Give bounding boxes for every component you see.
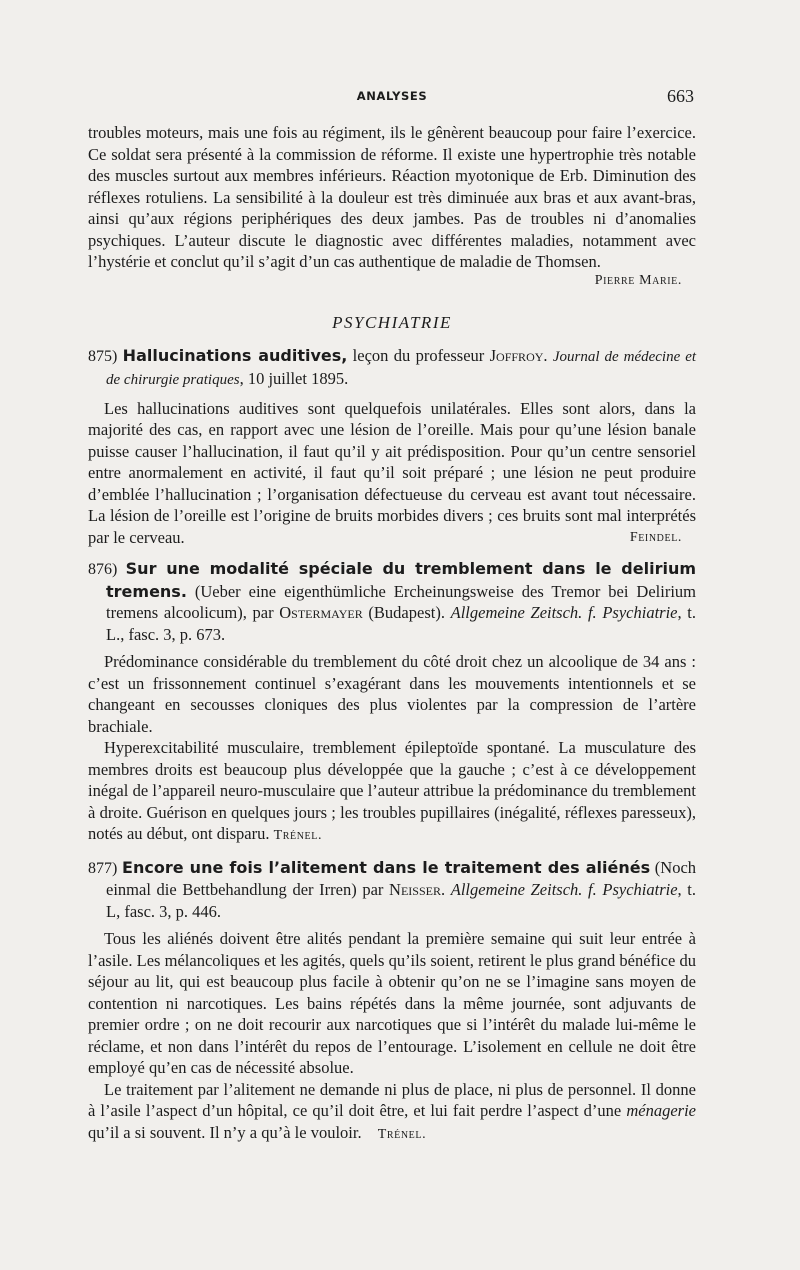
continuation-paragraph: troubles moteurs, mais une fois au régiment, ils le gênèrent beaucoup pour faire l’exercice. Ce soldat sera présenté à la commission de réforme. Il existe une hypertrophie très notable des muscles surtout aux membres inférieurs. Réaction myotonique de Erb. Diminution des réflexes rotuliens. La sensibilité à la douleur est très diminuée aux bras et aux avant-bras, ainsi qu’aux régions periphériques des deux jambes. Pas de troubles ni d’anomalies psychiques. L’auteur discute le diagnostic avec différentes maladies, notamment avec l’hystérie et conclut qu’il s’agit d’un cas authentique de maladie de Thomsen. xyxy=(88,123,696,271)
entry-reference-punct: . xyxy=(543,345,553,365)
entry-877 xyxy=(88,857,696,1146)
entry-reference: (Noch einmal die Bettbehandlung der Irren) par xyxy=(106,857,697,899)
entry-details: , t. L, fasc. 3, p. 446. xyxy=(106,880,697,921)
entry-author: Neisser xyxy=(389,880,441,899)
entry-heading xyxy=(88,558,696,645)
running-head: ANALYSES xyxy=(356,89,428,103)
entry-reference-punct: . xyxy=(440,880,451,899)
entry-paragraph: Tous les aliénés doivent être alités pendant la première semaine qui suit leur entrée à l’asile. Les mélancoliques et les agités, quels qu’ils soient, retirent le plus grand bénéfice du séjour au lit, qui est beaucoup plus facile à obtenir qu’on ne se l’imagine sans moyen de contention ni narcotiques. Les bains répétés dans la même journée, sont adjuvants de premier ordre ; on ne doit recourir aux narcotiques que si l’intérêt du malade lui-même le réclame, et non dans l’intérêt du repos de l’entourage. L’isolement en cellule ne doit être employé qu’en cas de nécessité absolue. xyxy=(88,929,696,1077)
entry-paragraph xyxy=(88,1079,696,1146)
entry-title: Hallucinations auditives, xyxy=(122,345,348,365)
signature: Feindel. xyxy=(629,529,682,545)
entry-details: , t. L., fasc. 3, p. 673. xyxy=(106,603,697,644)
emphasis-word: ménagerie xyxy=(626,1101,696,1120)
entry-paragraph: Prédominance considérable du tremblement du côté droit chez un alcoolique de 34 ans : c’est un frissonnement continuel s’exagérant dans les mouvements intentionnels et se changeant en secousses cloniques des plus violentes par la compression de l’artère brachiale. xyxy=(88,652,696,736)
paragraph-text: Les hallucinations auditives sont quelquefois unilatérales. Elles sont alors, dans la majorité des cas, en rapport avec une lésion de l’oreille. Mais pour qu’une lésion banale puisse causer l’hallucination, il faut qu’il y ait prédisposition. Pour qu’un centre sensoriel entre anormalement en activité, il faut qu’il soit préparé ; une lésion ne peut produire d’emblée l’hallucination ; l’organisation défectueuse du cerveau est avant tout nécessaire. La lésion de l’oreille est l’origine de bruits morbides divers ; ces bruits sont mal interprétés par le cerveau. xyxy=(88,398,696,547)
entry-number: 877) xyxy=(88,859,118,877)
entry-875 xyxy=(88,345,696,549)
entry-journal: Journal de médecine et de chirurgie pratiques xyxy=(106,348,697,388)
signature: Trénel. xyxy=(273,828,323,843)
entry-title: Encore une fois l’alitement dans le traitement des aliénés xyxy=(122,857,651,877)
page-body xyxy=(88,122,696,1145)
paragraph-text: qu’il a si souvent. Il n’y a qu’à le vouloir. xyxy=(88,1122,362,1142)
entry-author: Ostermayer xyxy=(279,603,363,622)
entry-reference: leçon du professeur xyxy=(347,345,490,365)
page-header xyxy=(88,86,696,111)
section-title: PSYCHIATRIE xyxy=(332,312,452,332)
entry-paragraph xyxy=(88,737,696,847)
entry-876 xyxy=(88,558,696,847)
entry-journal: Allgemeine Zeitsch. f. Psychiatrie xyxy=(450,880,678,899)
page-number: 663 xyxy=(667,86,694,106)
paragraph-text: Le traitement par l’alitement ne demande ni plus de place, ni plus de personnel. Il donne à l’asile l’aspect d’un hôpital, ce qu’il doit être, et lui fait perdre l’aspect d’une xyxy=(88,1079,696,1120)
entry-number: 875) xyxy=(88,347,118,365)
paragraph-text: Hyperexcitabilité musculaire, tremblement épileptoïde spontané. La musculature des membres droits est beaucoup plus développée que la gauche ; c’est à ce développement inégal de l’appareil neuro-musculaire que l’auteur attribue la prédominance du tremblement à droite. Guérison en quelques jours ; les troubles pupillaires (inégalité, réflexes paresseux), notés au début, ont disparu. xyxy=(88,738,696,843)
entry-title: Sur une modalité spéciale du tremblement dans le delirium tremens. xyxy=(106,559,697,601)
entry-heading xyxy=(88,857,696,923)
entry-reference-punct: (Budapest). xyxy=(362,603,451,622)
signature: Trénel. xyxy=(377,1126,427,1142)
entry-heading xyxy=(88,345,696,392)
entry-reference: (Ueber eine eigenthümliche Ercheinungsweise des Tremor bei Delirium tremens alcoolicum), par xyxy=(106,581,696,622)
entry-paragraph xyxy=(88,398,696,549)
entry-journal: Allgemeine Zeitsch. f. Psychiatrie xyxy=(450,603,678,622)
entry-details: , 10 juillet 1895. xyxy=(239,369,349,388)
entry-number: 876) xyxy=(88,561,118,578)
entry-author: Joffroy xyxy=(489,345,544,365)
signature: Pierre Marie. xyxy=(594,272,682,288)
